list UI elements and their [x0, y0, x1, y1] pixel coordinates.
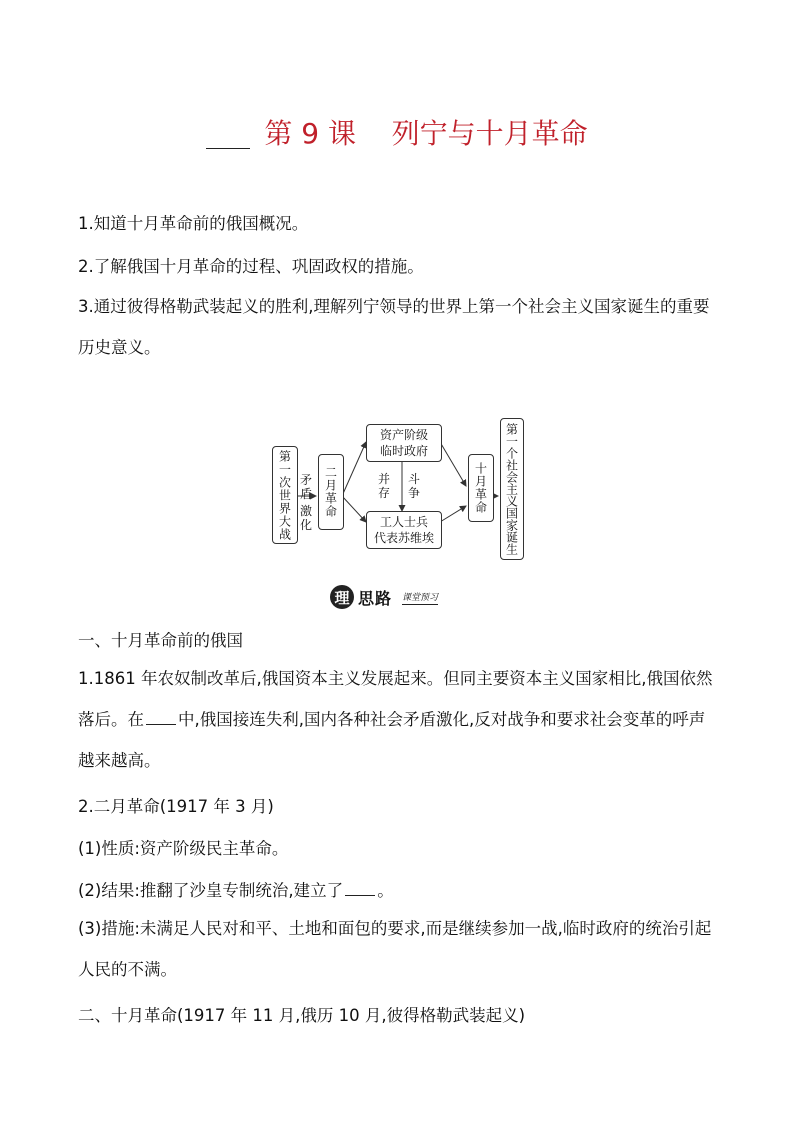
- p22-text-b: 。: [377, 881, 394, 900]
- provisional-line-1: 资产阶级: [379, 428, 428, 442]
- box-october-revolution: 十月革命: [468, 454, 494, 522]
- section-1-item-2-1: (1)性质:资产阶级民主革命。: [78, 839, 289, 858]
- box-soviet: [366, 511, 442, 549]
- p1-text-a: 1.1861 年农奴制改革后,俄国资本主义发展起来。但同主要资本主义国家相比,俄国依然落后。在: [78, 669, 713, 729]
- logo-title: 思路: [358, 588, 393, 608]
- fill-blank-1: [146, 710, 176, 725]
- label-coexist: 并存: [378, 472, 391, 500]
- label-conflict: 矛盾: [300, 473, 313, 501]
- lesson-number: 第 9 课: [264, 117, 356, 150]
- label-struggle: 斗争: [408, 472, 421, 500]
- objective-1: 1.知道十月革命前的俄国概况。: [78, 214, 309, 233]
- soviet-line-1: 工人士兵: [379, 515, 428, 529]
- section-1-heading: 一、十月革命前的俄国: [78, 631, 243, 650]
- objective-3: 3.通过彼得格勒武装起义的胜利,理解列宁领导的世界上第一个社会主义国家诞生的重要历史意义。: [78, 297, 710, 357]
- provisional-line-2: 临时政府: [379, 444, 428, 458]
- p1-text-b: 中,俄国接连失利,国内各种社会矛盾激化,反对战争和要求社会变革的呼声越来越高。: [78, 710, 706, 770]
- box-ww1: 第一次世界大战: [272, 446, 298, 544]
- logo-subtitle: 课堂预习: [402, 590, 438, 605]
- box-first-socialist-state: 第一个社会主义国家诞生: [500, 418, 524, 560]
- section-1-item-2-3: (3)措施:未满足人民对和平、土地和面包的要求,而是继续参加一战,临时政府的统治引起人民的不满。: [78, 919, 712, 979]
- soviet-line-2: 代表苏维埃: [373, 531, 434, 545]
- logo-badge: 理: [330, 585, 354, 609]
- p22-text-a: (2)结果:推翻了沙皇专制统治,建立了: [78, 881, 344, 900]
- thinking-path-logo: [330, 583, 438, 611]
- page-title: [0, 112, 794, 152]
- objective-2: 2.了解俄国十月革命的过程、巩固政权的措施。: [78, 257, 424, 276]
- label-intensify: 激化: [300, 504, 313, 532]
- section-1-item-2-2: [78, 877, 394, 901]
- title-blank: [206, 122, 250, 149]
- section-1-paragraph-1: [78, 658, 718, 781]
- lesson-name: 列宁与十月革命: [391, 117, 588, 150]
- fill-blank-2: [345, 881, 375, 896]
- section-2-heading: 二、十月革命(1917 年 11 月,俄历 10 月,彼得格勒武装起义): [78, 1006, 526, 1025]
- box-february-revolution: 二月革命: [318, 454, 344, 530]
- section-1-item-2: 2.二月革命(1917 年 3 月): [78, 797, 274, 816]
- box-provisional-government: [366, 424, 442, 462]
